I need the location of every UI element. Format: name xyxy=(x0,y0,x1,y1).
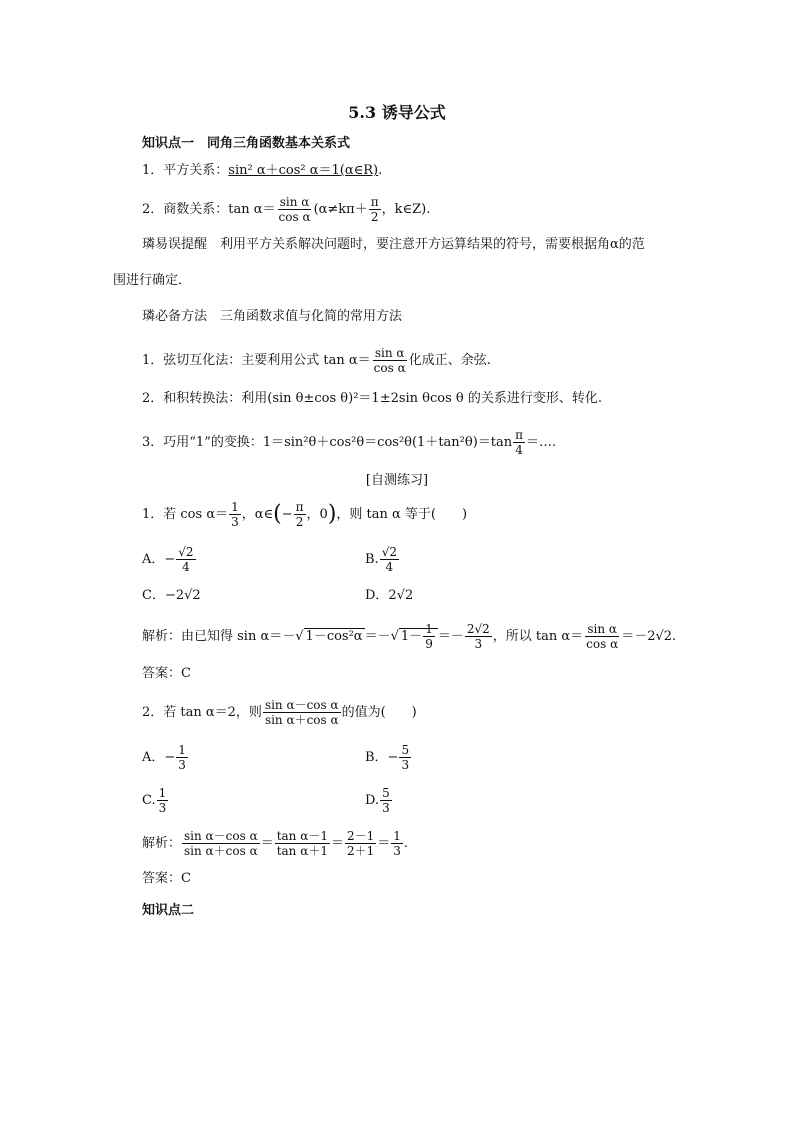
page-title: 5.3 诱导公式 xyxy=(348,103,446,122)
fraction: $\frac{\text{sin α}}{\text{cos α}}$ xyxy=(278,195,311,224)
q2-option-b: B．− $\frac{5}{3}$ xyxy=(365,743,410,772)
fraction: $\frac{\text{tan α－1}}{\text{tan α＋1}}$ xyxy=(276,829,328,858)
fraction: $\frac{\pi}{2}$ xyxy=(370,195,379,224)
fraction: $\frac{2-1}{2+1}$ xyxy=(346,829,375,858)
fraction: $\frac{1}{3}$ xyxy=(158,786,167,815)
fraction: $\frac{\text{sin α}}{\text{cos α}}$ xyxy=(373,346,406,375)
solution-2: 解析： $\frac{\text{sin α－cos α}}{\text{sin α＋cos α}}$ ＝ $\frac{\text{tan α－1}}{\text{tan α＋1}}$ ＝ $\frac{2-1}{2+1}$ ＝ $\frac{1}{3}$ . xyxy=(142,829,409,858)
q2-option-a: A．− $\frac{1}{3}$ xyxy=(142,743,186,772)
q2-option-c: C. $\frac{1}{3}$ xyxy=(142,786,167,815)
fraction: $\frac{\text{sin α－cos α}}{\text{sin α＋cos α}}$ xyxy=(184,829,258,858)
question-2: 2．若 tan α＝2，则 $\frac{\text{sin α－cos α}}{\text{sin α＋cos α}}$ 的值为( ) xyxy=(142,698,417,727)
kp1-item-2: 2．商数关系：tan α＝ $\frac{\text{sin α}}{\text{cos α}}$ (α≠kπ＋ $\frac{\pi}{2}$ ，k∈Z). xyxy=(142,195,431,224)
fraction: $\frac{\pi}{2}$ xyxy=(295,500,304,529)
section-heading-kp1: 知识点一 同角三角函数基本关系式 xyxy=(142,136,351,151)
kp1-item-1: 1．平方关系：sin² α＋cos² α＝1(α∈R). xyxy=(142,163,383,178)
fraction: $\frac{1}{9}$ xyxy=(425,622,433,651)
fraction: $\frac{\pi}{4}$ xyxy=(515,428,524,457)
question-1: 1．若 cos α＝ $\frac{1}{3}$ ，α∈(− $\frac{\pi}{2}$ ，0)，则 tan α 等于( ) xyxy=(142,500,468,529)
fraction: $\frac{\text{sin α－cos α}}{\text{sin α＋cos α}}$ xyxy=(264,698,339,727)
q1-option-c: C．−2√2 xyxy=(142,588,201,603)
method-item-2: 2．和积转换法：利用(sin θ±cos θ)²＝1±2sin θcos θ 的关系进行变形、转化. xyxy=(142,391,603,406)
fraction: $\frac{√2}{4}$ xyxy=(178,545,194,574)
fraction: $\frac{\text{sin α}}{\text{cos α}}$ xyxy=(586,622,619,651)
fraction: $\frac{√2}{4}$ xyxy=(381,545,397,574)
self-test-heading: [自测练习] xyxy=(365,473,429,488)
fraction: $\frac{2√2}{3}$ xyxy=(466,622,490,651)
method-item-3: 3．巧用“1”的变换：1＝sin²θ＋cos²θ＝cos²θ(1＋tan²θ)＝tan $\frac{\pi}{4}$ ＝…. xyxy=(142,428,557,457)
warning-note-line2: 围进行确定． xyxy=(113,273,192,288)
q1-option-d: D．2√2 xyxy=(365,588,414,603)
q1-option-b: B. $\frac{√2}{4}$ xyxy=(365,545,397,574)
section-heading-kp2: 知识点二 xyxy=(142,903,195,918)
answer-1: 答案：C xyxy=(142,666,191,681)
method-heading: 璘必备方法 三角函数求值与化简的常用方法 xyxy=(142,309,403,324)
answer-2: 答案：C xyxy=(142,871,191,886)
fraction: $\frac{1}{3}$ xyxy=(393,829,401,858)
fraction: $\frac{1}{3}$ xyxy=(178,743,186,772)
fraction: $\frac{5}{3}$ xyxy=(382,786,390,815)
warning-note-line1: 璘易误提醒 利用平方关系解决问题时，要注意开方运算结果的符号，需要根据角α的范 xyxy=(142,237,645,252)
q2-option-d: D. $\frac{5}{3}$ xyxy=(365,786,390,815)
fraction: $\frac{5}{3}$ xyxy=(401,743,410,772)
q1-option-a: A．− $\frac{√2}{4}$ xyxy=(142,545,194,574)
solution-1: 解析：由已知得 sin α＝－√ 1－cos²α ＝－√ 1－ $\frac{1}{9}$ ＝－ $\frac{2√2}{3}$ ，所以 tan α＝ $\frac{\text{sin α}}{\text{cos α}}$ ＝－2√2. xyxy=(142,622,677,651)
method-item-1: 1．弦切互化法：主要利用公式 tan α＝ $\frac{\text{sin α}}{\text{cos α}}$ 化成正、余弦. xyxy=(142,346,491,375)
fraction: $\frac{1}{3}$ xyxy=(231,500,239,529)
